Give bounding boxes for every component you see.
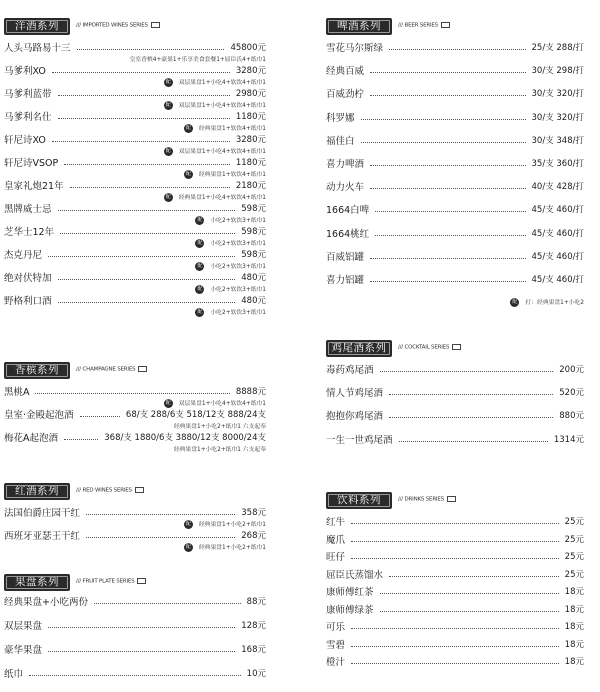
section-subtitle-en [398,344,461,351]
item-name: 皇室·金殿起泡酒 [4,409,77,422]
item-name: 康师傅红茶 [326,586,377,599]
item-includes [0,101,272,111]
dot-leader [64,439,98,440]
dot-leader [48,256,235,257]
item-name: 福佳白 [326,135,358,148]
gift-badge-icon: 配 [197,263,203,269]
gift-badge-icon: 配 [197,309,203,315]
item-price: 45800元 [227,42,266,55]
menu-item [0,65,272,78]
section-title: 红酒系列 [4,483,70,500]
section-drinks [322,492,590,674]
item-includes [0,285,272,295]
gift-badge-icon: 配 [197,240,203,246]
item-price: 480元 [238,295,266,308]
dot-leader [361,119,526,120]
item-price: 30/支 348/打 [529,135,584,148]
item-price: 68/支 288/6支 518/12支 888/24支 [123,409,266,422]
item-name: 喜力铝罐 [326,274,367,287]
item-price: 18元 [562,639,584,652]
item-price: 25元 [562,569,584,582]
item-includes [0,216,272,226]
item-price: 2980元 [233,88,266,101]
gift-badge-icon: 配 [165,194,171,200]
item-price: 10元 [244,668,266,681]
item-name: 一生一世鸡尾酒 [326,434,396,447]
item-name: 轩尼诗VSOP [4,157,61,170]
item-name: 橙汁 [326,656,348,669]
dot-leader [361,142,526,143]
item-price: 3280元 [233,65,266,78]
item-price: 598元 [238,203,266,216]
item-includes [0,55,272,65]
item-name: 毒药鸡尾酒 [326,364,377,377]
gift-badge-icon: 配 [165,400,171,406]
section-subtitle-text: /// CHAMPAGNE SERIES [76,366,136,373]
item-name: 梅花A起泡酒 [4,432,61,445]
section-subtitle-text: /// COCKTAIL SERIES [398,344,450,351]
envelope-icon [151,22,160,28]
dot-leader [86,537,235,538]
dot-leader [370,281,526,282]
section-fruit-plate [0,574,272,692]
item-price: 45/支 460/打 [529,251,584,264]
item-includes [0,239,272,249]
item-price: 2180元 [233,180,266,193]
dot-leader [58,95,230,96]
item-price: 128元 [238,620,266,633]
item-name: 可乐 [326,621,348,634]
section-title: 果盘系列 [4,574,70,591]
item-price: 18元 [562,621,584,634]
menu-item [322,181,590,204]
menu-item [322,228,590,251]
dot-leader [399,441,548,442]
menu-item [322,42,590,65]
menu-item [0,386,272,399]
item-name: 法国伯爵庄园干红 [4,507,83,520]
dot-leader [389,417,553,418]
section-title: 鸡尾酒系列 [326,340,392,357]
dot-leader [60,233,235,234]
item-name: 纸巾 [4,668,26,681]
item-name: 喜力啤酒 [326,158,367,171]
item-name: 经典百威 [326,65,367,78]
includes-text: 双层果盘1+小吃4+软饮4+纸巾1 [178,401,266,407]
dot-leader [58,210,236,211]
section-champagne [0,362,272,455]
menu-item [0,88,272,101]
item-name: 轩尼诗XO [4,134,49,147]
section-red-wines [0,483,272,553]
envelope-icon [137,578,146,584]
item-price: 18元 [562,586,584,599]
item-price: 25/支 288/打 [529,42,584,55]
includes-text: 小吃2+软饮3+纸巾1 [210,287,266,293]
item-price: 25元 [562,516,584,529]
dot-leader [52,72,230,73]
item-includes [0,399,272,409]
item-price: 35/支 360/打 [529,158,584,171]
section-imported-wines [0,18,272,318]
menu-item [0,249,272,262]
item-name: 黑牌威士忌 [4,203,55,216]
dot-leader [58,118,230,119]
section-title: 洋酒系列 [4,18,70,35]
item-price: 1180元 [233,157,266,170]
item-includes [0,308,272,318]
section-header [0,574,272,592]
item-name: 野格利口酒 [4,295,55,308]
section-subtitle-en [76,487,144,494]
menu-item [0,432,272,445]
dot-leader [351,558,559,559]
includes-text: 小吃2+软饮3+纸巾1 [210,241,266,247]
item-price: 880元 [556,410,584,423]
section-header [322,340,590,358]
item-name: 芝华士12年 [4,226,57,239]
envelope-icon [138,366,147,372]
item-name: 动力火车 [326,181,367,194]
menu-item [322,569,590,587]
section-title: 香槟系列 [4,362,70,379]
item-includes [0,262,272,272]
dot-leader [351,663,559,664]
menu-item [0,134,272,147]
menu-item [322,604,590,622]
gift-badge-icon: 配 [185,125,191,131]
dot-leader [58,302,236,303]
menu-item [322,112,590,135]
dot-leader [70,187,230,188]
menu-item [322,639,590,657]
item-price: 25元 [562,551,584,564]
item-price: 25元 [562,534,584,547]
item-name: 双层果盘 [4,620,45,633]
item-name: 马爹利蓝带 [4,88,55,101]
dot-leader [94,603,241,604]
dot-leader [370,258,526,259]
item-price: 18元 [562,604,584,617]
item-name: 人头马路易十三 [4,42,74,55]
section-title: 饮料系列 [326,492,392,509]
menu-item [0,507,272,520]
dot-leader [80,416,120,417]
item-price: 598元 [238,226,266,239]
menu-item [0,295,272,308]
includes-text: 皇室香槟4+豪果1+乐享美食套餐1+屈臣氏4+纸巾1 [129,57,266,63]
item-name: 1664白啤 [326,204,372,217]
section-subtitle-en [76,366,147,373]
dot-leader [389,576,559,577]
item-price: 45/支 460/打 [529,274,584,287]
menu-item [322,204,590,227]
includes-text: 小吃2+软饮3+纸巾1 [210,310,266,316]
dot-leader [380,593,559,594]
gift-badge-icon: 配 [165,102,171,108]
menu-item [0,530,272,543]
menu-item [322,656,590,674]
item-name: 情人节鸡尾酒 [326,387,386,400]
gift-badge-icon: 配 [185,171,191,177]
item-price: 598元 [238,249,266,262]
menu-item [322,586,590,604]
item-name: 豪华果盘 [4,644,45,657]
includes-text: 经典果盘1+小吃2+纸巾1 [198,522,266,528]
menu-item [0,668,272,692]
item-includes [0,422,272,432]
envelope-icon [452,344,461,350]
includes-text: 经典果盘1+小吃2+纸巾1 [198,545,266,551]
includes-text: 小吃2+软饮3+纸巾1 [210,218,266,224]
section-footnote [322,297,590,309]
menu-item [0,157,272,170]
section-subtitle-en [76,578,146,585]
envelope-icon [135,487,144,493]
gift-badge-icon: 配 [165,148,171,154]
item-name: 雪花马尔斯绿 [326,42,386,55]
item-price: 30/支 298/打 [529,65,584,78]
section-header [0,18,272,36]
item-name: 红牛 [326,516,348,529]
item-name: 屈臣氏蒸馏水 [326,569,386,582]
dot-leader [380,371,554,372]
menu-item [0,272,272,285]
section-cocktail [322,340,590,457]
dot-leader [29,675,241,676]
includes-text: 经典果盘1+软饮4+纸巾1 [198,126,266,132]
dot-leader [370,95,526,96]
item-price: 358元 [238,507,266,520]
gift-badge-icon: 配 [197,286,203,292]
menu-item [322,410,590,433]
item-price: 480元 [238,272,266,285]
item-price: 18元 [562,656,584,669]
item-price: 200元 [556,364,584,377]
section-header [0,483,272,501]
item-price: 3280元 [233,134,266,147]
item-includes [0,124,272,134]
gift-badge-icon: 配 [185,521,191,527]
menu-item [322,534,590,552]
item-name: 雪碧 [326,639,348,652]
dot-leader [351,646,559,647]
dot-leader [370,165,526,166]
menu-item [0,409,272,422]
gift-badge-icon: 配 [197,217,203,223]
dot-leader [58,279,236,280]
dot-leader [375,211,525,212]
footnote-text: 打：经典果盘1+小吃2 [525,300,584,307]
dot-leader [48,627,235,628]
gift-badge-icon: 配 [185,544,191,550]
section-subtitle-text: /// RED WINES SERIES [76,487,132,494]
item-price: 40/支 428/打 [529,181,584,194]
item-name: 西班牙亚瑟王干红 [4,530,83,543]
includes-text: 经典果盘1+软饮4+纸巾1 [198,172,266,178]
section-beer [322,18,590,309]
dot-leader [351,541,559,542]
menu-item [322,135,590,158]
item-name: 皇家礼炮21年 [4,180,67,193]
section-header [0,362,272,380]
menu-item [322,621,590,639]
item-name: 百威铝罐 [326,251,367,264]
menu-item [0,644,272,668]
menu-item [322,434,590,457]
section-subtitle-text: /// BEER SERIES [398,22,438,29]
item-includes [0,193,272,203]
menu-item [322,387,590,410]
item-name: 魔爪 [326,534,348,547]
envelope-icon [441,22,450,28]
item-price: 45/支 460/打 [529,228,584,241]
menu-item [0,180,272,193]
item-price: 8888元 [233,386,266,399]
item-price: 268元 [238,530,266,543]
item-name: 黑桃A [4,386,33,399]
item-price: 1314元 [551,434,584,447]
includes-text: 经典果盘1+小吃2+纸巾1 六支起奉 [173,424,266,430]
gift-badge-icon: 配 [512,299,518,306]
item-includes [0,170,272,180]
menu-item [0,620,272,644]
item-name: 百威劲柠 [326,88,367,101]
includes-text: 经典果盘1+小吃4+软饮4+纸巾1 [178,195,266,201]
item-price: 1180元 [233,111,266,124]
includes-text: 双层果盘1+小吃4+软饮4+纸巾1 [178,103,266,109]
item-includes [0,543,272,553]
item-name: 1664桃红 [326,228,372,241]
dot-leader [351,523,559,524]
menu-item [0,203,272,216]
includes-text: 小吃2+软饮3+纸巾1 [210,264,266,270]
dot-leader [389,394,553,395]
section-subtitle-text: /// FRUIT PLATE SERIES [76,578,135,585]
menu-item [322,88,590,111]
section-header [322,18,590,36]
menu-item [322,516,590,534]
dot-leader [375,235,525,236]
section-subtitle-en [398,496,456,503]
dot-leader [370,72,526,73]
item-name: 经典果盘+小吃两份 [4,596,91,609]
item-name: 抱抱你鸡尾酒 [326,410,386,423]
menu-item [322,158,590,181]
dot-leader [48,651,235,652]
dot-leader [370,188,526,189]
menu-item [0,226,272,239]
dot-leader [389,49,526,50]
item-name: 杰克丹尼 [4,249,45,262]
dot-leader [86,514,235,515]
includes-text: 双层果盘1+小吃4+软饮4+纸巾1 [178,149,266,155]
menu-item [322,65,590,88]
item-price: 30/支 320/打 [529,88,584,101]
section-subtitle-text: /// DRINKS SERIES [398,496,444,503]
section-title: 啤酒系列 [326,18,392,35]
menu-item [0,596,272,620]
section-subtitle-en [76,22,160,29]
item-includes [0,78,272,88]
menu-item [322,551,590,569]
item-price: 168元 [238,644,266,657]
menu-item [0,42,272,55]
item-includes [0,445,272,455]
item-name: 康师傅绿茶 [326,604,377,617]
dot-leader [52,141,230,142]
item-name: 科罗娜 [326,112,358,125]
menu-item [322,364,590,387]
menu-item [322,274,590,297]
envelope-icon [447,496,456,502]
section-subtitle-text: /// IMPORTED WINES SERIES [76,22,148,29]
item-price: 88元 [244,596,266,609]
section-header [322,492,590,510]
item-price: 45/支 460/打 [529,204,584,217]
item-includes [0,147,272,157]
item-name: 马爹利XO [4,65,49,78]
includes-text: 经典果盘1+小吃2+纸巾1 六支起奉 [173,447,266,453]
dot-leader [380,611,559,612]
menu-item [322,251,590,274]
dot-leader [351,628,559,629]
dot-leader [64,164,230,165]
item-name: 绝对伏特加 [4,272,55,285]
menu-item [0,111,272,124]
item-price: 30/支 320/打 [529,112,584,125]
includes-text: 双层果盘1+小吃4+软饮4+纸巾1 [178,80,266,86]
gift-badge-icon: 配 [165,79,171,85]
item-name: 旺仔 [326,551,348,564]
dot-leader [77,49,225,50]
dot-leader [35,393,229,394]
item-name: 马爹利名仕 [4,111,55,124]
item-price: 368/支 1880/6支 3880/12支 8000/24支 [101,432,266,445]
item-includes [0,520,272,530]
section-subtitle-en [398,22,450,29]
item-price: 520元 [556,387,584,400]
